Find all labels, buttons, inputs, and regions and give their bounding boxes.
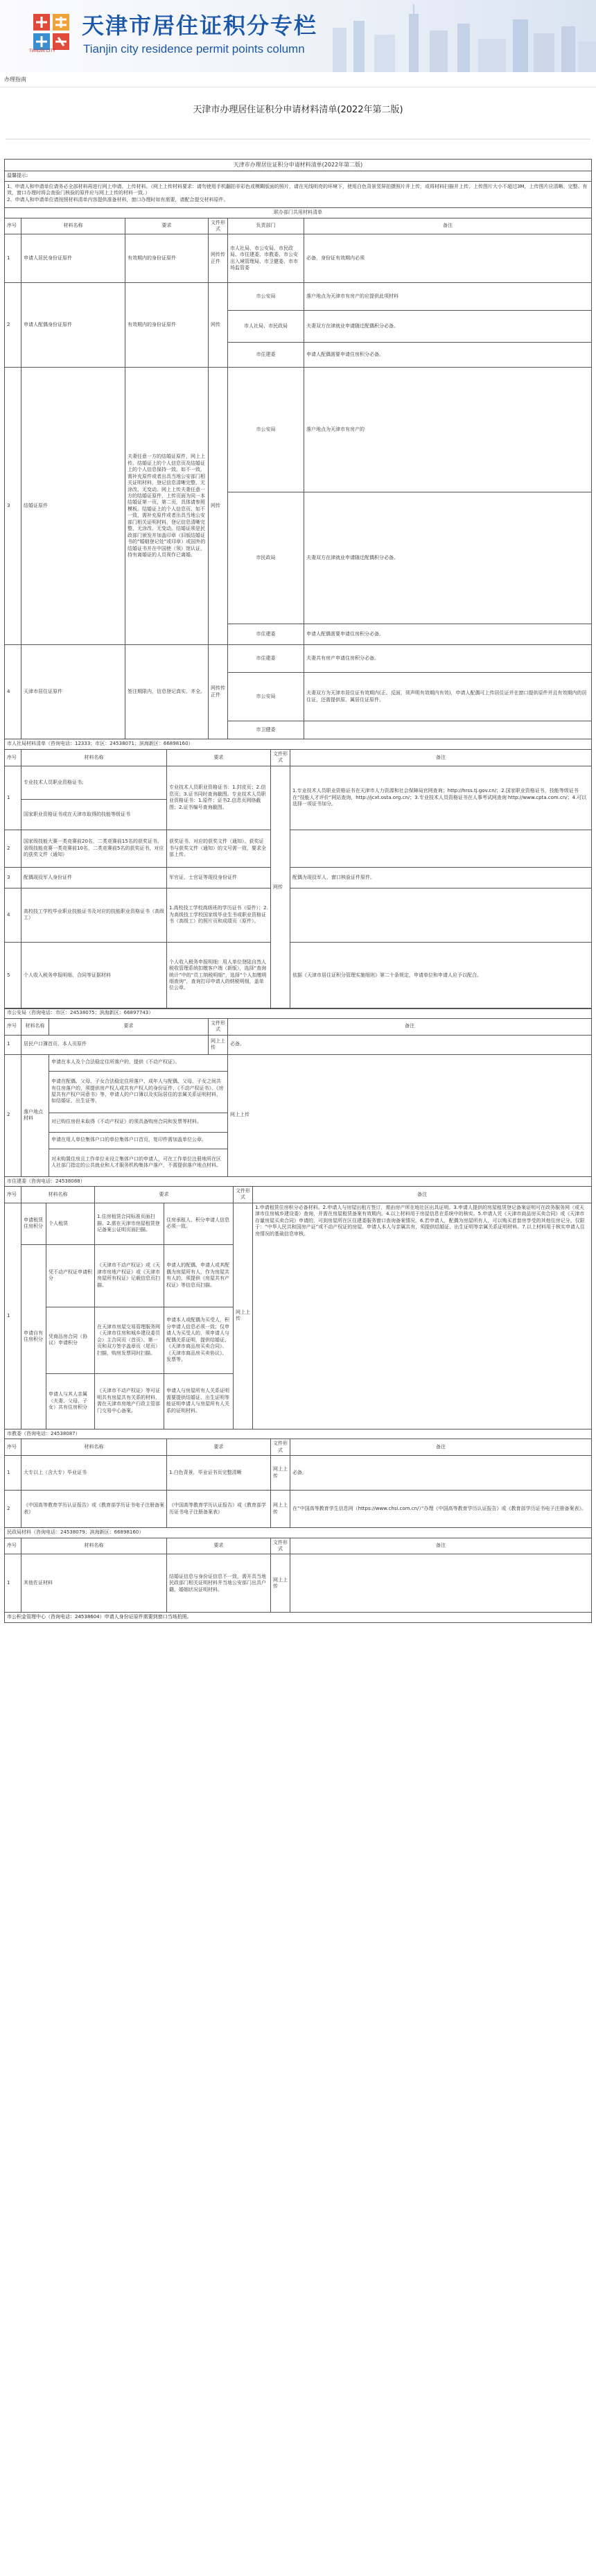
col-header: 文件形式 <box>271 1439 290 1456</box>
material-requirement: 在天津市房屋交易管理服务网（天津市住房和城乡建设委员会）主合同页（首页）、第一页和双方签字盖章页（尾页）扫描，购房发票同时扫描。 <box>95 1307 164 1373</box>
civil-table <box>4 1527 592 1623</box>
material-requirement: 申请在本人及个合法稳定住所落户的，提供《不动产权证》。 <box>49 1054 228 1071</box>
page-title: 天津市办理居住证积分申请材料清单(2022年第二版) <box>193 105 403 115</box>
material-name: 配偶现役军人身份证件 <box>21 867 167 888</box>
department: 市卫健委 <box>228 721 304 739</box>
remark: 必备。 <box>228 1035 592 1054</box>
material-requirement: 个人收入税务申报明细：用人单位登陆自然人税收管理系统扣缴客户端（新版），选择“查询统计”中的“员工纳税明细”，选择“个人扣缴明细查询”，查询打印申请人的纳税明细，盖单位公章。 <box>167 942 271 1008</box>
file-form: 网传 <box>209 283 228 368</box>
col-header: 文件形式 <box>234 1186 253 1203</box>
row-number: 1 <box>5 1456 21 1491</box>
row-number: 4 <box>5 888 21 942</box>
material-name: 申请人配偶身份证原件 <box>21 283 125 368</box>
material-name: 大专以上（含大专）毕业证书 <box>21 1456 167 1491</box>
material-requirement: 申请人的配偶、申请人或其配偶为房屋所有人，作为房屋共有人的，须提供《房屋共有产权证》等信息页扫描。 <box>164 1244 234 1307</box>
department: 市住建委 <box>228 645 304 673</box>
notice-box <box>5 181 592 207</box>
material-requirement: 住房承租人、积分申请人信息必须一致。 <box>164 1203 234 1244</box>
col-header: 序号 <box>5 218 21 234</box>
section-title: 市教委（咨询电话：24538087） <box>5 1429 592 1439</box>
footer-note: 市公积金管理中心（咨询电话：24538604）申请人身份证原件需要到窗口当场拍照。 <box>5 1613 592 1622</box>
edu-table <box>4 1429 592 1528</box>
remark: 申请人配偶需要申请住房积分必备。 <box>304 624 592 645</box>
col-header: 备注 <box>290 749 592 766</box>
row-number: 3 <box>5 368 21 645</box>
department: 市公安局 <box>228 283 304 311</box>
row-number: 4 <box>5 645 21 739</box>
material-requirement: 《天津市不动产权证》或《天津市房地产权证》或《天津市房屋所有权证》记载信息页扫描。 <box>95 1244 164 1307</box>
table-row <box>5 283 592 311</box>
material-requirement: 申请在用人单位集体户口的单位集体户口首页，复印件需加盖单位公章。 <box>49 1132 228 1149</box>
site-title: 天津市居住证积分专栏 <box>82 12 318 39</box>
remark <box>290 1554 592 1613</box>
col-header: 要求 <box>167 1538 271 1554</box>
hrss-table <box>4 739 592 1008</box>
material-requirement: 1.白色背景，毕业证书页完整清晰 <box>167 1456 271 1491</box>
col-header: 备注 <box>290 1538 592 1554</box>
material-requirement: 申请在配偶、父母、子女合法稳定住所落户、成年人与配偶、父母、子女之间共有住房落户的，须提供房产权人或共有产权人的身份证件、《不动产权证书》、《房屋共有产权户同意书》等，申请人的户口簿以及实际居住的亲属关系证明材料，如结婚证、出生证等。 <box>49 1071 228 1113</box>
department: 市公安局 <box>228 673 304 721</box>
col-header: 要求 <box>95 1186 234 1203</box>
row-number: 2 <box>5 283 21 368</box>
file-form: 网传传正件 <box>209 645 228 739</box>
notice-line: 1、申请人和申请单位请务必全部材料再进行网上申请、上传材料。（网上上传材料要求：请勿使用手机翻拍非彩色或模糊版面的照片，请在光线明亮的环境下，使用白色背景竖屏拍摄照片并上传，或将材料扫描并上传，上传图片大小不超过3M，上传图片应清晰、完整、有效，窗口办理时将会查验门核验的原件应与网上上传的材料一致。） <box>7 183 588 196</box>
col-header: 文件形式 <box>271 1538 290 1554</box>
col-header: 要求 <box>49 1018 209 1035</box>
row-number: 2 <box>5 1491 21 1528</box>
section-title: 民政局材料（咨询电话：24538079；滨海新区：66898160） <box>5 1528 592 1538</box>
col-header: 文件形式 <box>209 1018 228 1035</box>
col-header: 要求 <box>167 1439 271 1456</box>
row-number: 2 <box>5 1054 21 1176</box>
remark: 落户地点为天津市有房产的应提供此项材料 <box>304 283 592 311</box>
material-requirement: 《天津市不动产权证》等可证明共有房屋共有关系的材料，需在天津市房地产行政主管部门交易中心备案。 <box>95 1373 164 1429</box>
material-requirement: 夫妻任意一方的结婚证原件，网上上传。结婚证上的个人信息页及结婚证上的个人信息保持一致。如不一致，需补充原件或者出具当地公安部门相关证明材料，登记信息清晰完整、无涂改、无变动。网上上传夫妻任意一方的结婚证原件，上传页面为同一本结婚证第一页、第二页，具体请参照模板。结婚证上的个人信息页、如不一致，需补充原件或者出具当地公安部门相关证明材料，登记信息清晰完整、无涂改、无变动。结婚证须是民政部门颁发并加盖印章（旧版结婚证书的“婚姻登记处”或印章）或国外的结婚证书并在中国使（领）馆认证，持有离婚证的人员视作已离婚。 <box>125 368 209 645</box>
row-number: 1 <box>5 1035 21 1054</box>
file-form: 网上上传 <box>209 1035 228 1054</box>
department: 市人社局、市公安局、市民政局、市住建委、市教委、市公安出入境管理局、市卫健委、市市场监管委 <box>228 234 304 283</box>
material-name: 凭商品房合同（协议）申请积分 <box>46 1307 95 1373</box>
material-name: 专业技术人员职业资格证书; <box>21 766 167 799</box>
material-name: 其他佐证材料 <box>21 1554 167 1613</box>
table-row <box>5 1554 592 1613</box>
table-row <box>5 1054 592 1071</box>
site-banner <box>0 0 596 72</box>
table-row <box>5 1035 592 1054</box>
file-form: 网上上传 <box>234 1203 253 1429</box>
materials-table <box>4 159 592 740</box>
logo-text: TIANJIN CITY <box>29 49 56 53</box>
remark: 在“中国高等教育学生信息网（https://www.chsi.com.cn/）”办理《中国高等教育学历认证报告》或《教育部学历证书电子注册备案表》。 <box>290 1491 592 1528</box>
material-name: 天津市居住证原件 <box>21 645 125 739</box>
row-number: 2 <box>5 830 21 867</box>
table-row <box>5 1456 592 1491</box>
remark <box>304 721 592 739</box>
breadcrumb[interactable] <box>0 72 596 87</box>
remark: 落户地点为天津市有房产的 <box>304 368 592 492</box>
material-requirement: 申请人与房屋所有人关系证明需要提供结婚证、出生证明等能证明申请人与房屋所有人关系的证明材料。 <box>164 1373 234 1429</box>
notice-label: 温馨提示: <box>5 171 592 181</box>
material-name: 申请人居民身份证原件 <box>21 234 125 283</box>
housing-group: 申请自有住房积分 <box>21 1244 46 1429</box>
remark: 1.申请租赁住房积分必备材料。2.申请人与房屋出租方签订，需由房产所在地社区出具证明。3.申请人提供的房屋租赁登记备案证明可在政务服务网（或天津市住房城乡建设委）查询，并需在房屋租赁备案有效期内。4.以上材料用于房屋信息在系统中的核实。5.申请人凭《天津市商品房买卖合同》或《天津市存量房屋买卖合同》申请的，可到房屋所在区住建委服务窗口查询备案情况。6.若申请人，配偶为房屋所有人，可以购买首套房享受的其他住房记分。仅限于：“中华人民共和国房产证”或不动产权证的房屋。申请人本人与亲属共有，须提供结婚证、出生证明等亲属关系证明材料。7.以上材料用于核实申请人住房情况的基础信息审核。 <box>253 1203 592 1429</box>
col-header: 序号 <box>5 1439 21 1456</box>
tianjin-logo-icon <box>29 10 73 54</box>
col-header: 负责部门 <box>228 218 304 234</box>
material-name: 落户地点材料 <box>21 1054 49 1176</box>
remark <box>290 888 592 942</box>
col-header: 材料名称 <box>21 1439 167 1456</box>
city-skyline-graphic <box>305 0 596 72</box>
list-title: 天津市办理居住证积分申请材料清单(2022年第二版) <box>5 159 592 171</box>
material-requirement: 专业技术人员职业资格证书：1.封皮页；2.信息页；3.证书同时查询截图。专业技术人员职业资格证书：1.原件；证书2.信息页网络截图；2.证书编号查询截图。 <box>167 766 271 830</box>
col-header: 材料名称 <box>21 749 167 766</box>
col-header: 材料名称 <box>21 1186 95 1203</box>
material-name: 个人收入税务申报明细、合同等证据材料 <box>21 942 167 1008</box>
police-table <box>4 1008 592 1176</box>
material-name: 申请人与其人亲属（夫妻、父母、子女）共有住房积分 <box>46 1373 95 1429</box>
material-requirement: 《中国高等教育学历认证报告》或《教育部学历证书电子注册备案表》 <box>167 1491 271 1528</box>
remark: 1.专业技术人员职业资格证书在天津市人力资源和社会保障局官网查询；http://hrss.tj.gov.cn/；2.国家职业资格证书，技能等级证书在“技能人才评价”网站查询，http://jcxt.osta.org.cn/；3.专业技术人员资格证书在人事考试网查询 http://www.cpta.com.cn/；4.可以选择一项证书加分。 <box>290 766 592 830</box>
col-header: 要求 <box>167 749 271 766</box>
table-row <box>5 368 592 492</box>
file-form: 网传传正件 <box>209 234 228 283</box>
material-requirement: 结婚证信息与身份证信息不一致，需开具当地民政部门相关证明材料并当地公安部门出具户籍、婚姻状况证明材料。 <box>167 1554 271 1613</box>
remark: 申请人配偶需要申请住房积分必备。 <box>304 343 592 368</box>
col-header: 文件形式 <box>209 218 228 234</box>
remark: 依据《天津市居住证积分管理实施细则》第二十条规定，申请单位和申请人应予以配合。 <box>290 942 592 1008</box>
file-form: 网上上传 <box>271 1456 290 1491</box>
remark: 必备。 <box>290 1456 592 1491</box>
col-header: 序号 <box>5 1538 21 1554</box>
table-row <box>5 830 592 867</box>
file-form: 网传 <box>271 766 290 1008</box>
table-row <box>5 942 592 1008</box>
material-requirement: 有效期内的身份证原件 <box>125 283 209 368</box>
row-number: 1 <box>5 1554 21 1613</box>
department: 市公安局 <box>228 368 304 492</box>
site-title-en: Tianjin city residence permit points column <box>83 42 305 55</box>
col-header: 序号 <box>5 1018 21 1035</box>
remark: 夫妻双方在津就业申请随迁配偶积分必备。 <box>304 311 592 343</box>
remark: 夫妻双方在津就业申请随迁配偶积分必备。 <box>304 492 592 624</box>
notice-line: 2、申请人和申请单位请按照材料清单内容提供准备材料，窗口办理时如有需要，请配合提交材料原件。 <box>7 196 229 203</box>
col-header: 序号 <box>5 749 21 766</box>
remark: 夫妻共有房产申请住房积分必备。 <box>304 645 592 673</box>
col-header: 备注 <box>290 1439 592 1456</box>
material-requirement: 签注期限内，信息登记真实、齐全。 <box>125 645 209 739</box>
table-row <box>5 1491 592 1528</box>
remark: 配偶为现役军人，窗口核验证件原件。 <box>290 867 592 888</box>
col-header: 备注 <box>253 1186 592 1203</box>
material-requirement: 对已购住房但未取得《不动产权证》的须具备购房合同和发票等材料。 <box>49 1113 228 1132</box>
table-row <box>5 234 592 283</box>
material-requirement: 1.住房租赁合同标准页面扫描。2.需在天津市房屋租赁登记备案公证明页面扫描。 <box>95 1203 164 1244</box>
col-header: 序号 <box>5 1186 21 1203</box>
department: 市住建委 <box>228 343 304 368</box>
breadcrumb-item[interactable]: 办理指南 <box>4 76 26 83</box>
section-title: 市公安局（咨询电话：市区：24538075；滨海新区：66897743） <box>5 1008 592 1018</box>
file-form: 网上上传 <box>271 1554 290 1613</box>
remark: 必备，身份证有效期内必须 <box>304 234 592 283</box>
department: 市住建委 <box>228 624 304 645</box>
material-name: 《中国高等教育学历认证报告》或《教育部学历证书电子注册备案表》 <box>21 1491 167 1528</box>
table-row <box>5 867 592 888</box>
material-name: 凭不动产权证申请积分 <box>46 1244 95 1307</box>
col-header: 备注 <box>228 1018 592 1035</box>
col-header: 备注 <box>304 218 592 234</box>
section-title: 联办部门共用材料清单 <box>5 208 592 218</box>
row-number: 1 <box>5 766 21 830</box>
row-number: 3 <box>5 867 21 888</box>
col-header: 材料名称 <box>21 218 125 234</box>
housing-group: 申请租赁住房积分 <box>21 1203 46 1244</box>
col-header: 要求 <box>125 218 209 234</box>
col-header: 文件形式 <box>271 749 290 766</box>
table-row <box>5 766 592 799</box>
department: 市人社局、市民政局 <box>228 311 304 343</box>
file-form: 网上上传 <box>271 1491 290 1528</box>
material-name: 结婚证原件 <box>21 368 125 645</box>
table-row: 1 申请租赁住房积分 个人租赁 1.住房租赁合同标准页面扫描。2.需在天津市房屋租赁登记备案公证明页面扫描。 住房承租人、积分申请人信息必须一致。 网上上传 1.申请租赁住房积分必备材料。2.申请人与房屋出租方签订，需由房产所在地社区出具证明。3.申请人提供的房屋租赁登记备案证明可在政务服务网（或天津市住房城乡建设委）查询，并需在房屋租赁备案有效期内。4.以上材料用于房屋信息在系统中的核实。5.申请人凭《天津市商品房买卖合同》或《天津市存量房屋买卖合同》申请的，可到房屋所在区住建委服务窗口查询备案情况。6.若申请人，配偶为房屋所有人，可以购买首套房享受的其他住房记分。仅限于：“中华人民共和国房产证”或不动产权证的房屋。申请人本人与亲属共有，须提供结婚证、出生证明等亲属关系证明材料。7.以上材料用于核实申请人住房情况的基础信息审核。 <box>5 1203 592 1244</box>
file-form: 网上上传 <box>228 1054 592 1176</box>
material-requirement: 1.高校技工学校高级班的学历证书（原件）；2.为高级技工学校国家级毕业生书或职业资格证书（高级工）的照片页和成绩页（原件）。 <box>167 888 271 942</box>
row-number: 1 <box>5 234 21 283</box>
materials-list <box>0 159 596 1623</box>
material-name: 国家级技能大赛一类竞赛前20名，二类竞赛前15名的获奖证书。省级技能竞赛一类竞赛前10名，二类竞赛前5名的获奖证书，对应的获奖文件（通知） <box>21 830 167 867</box>
material-requirement: 申请本人或配偶为买受人，积分申请人信息必须一致；仅申请人为买受人的，须申请人与配偶关系证明，提供结婚证、《天津市商品房买卖合同》、《天津市商品房买卖协议》、发票等。 <box>164 1307 234 1373</box>
remark: 夫妻双方为天津市居住证有效期内(正、反面，须声明有效期内有效)，申请人配偶可上传居住证并在窗口提供原件并且有效期内的居住证，还需提供原、属居住证原件。 <box>304 673 592 721</box>
housing-table <box>4 1176 592 1429</box>
col-header: 材料名称 <box>21 1538 167 1554</box>
material-requirement: 对未购置住房且工作单位未设立集体户口的申请人，可在工作单位注册地所在区人社部门指定的公共就业和人才服务机构集体户落户，不需提供落户地点材料。 <box>49 1149 228 1176</box>
material-requirement: 军官证、士官证等现役身份证件 <box>167 867 271 888</box>
section-title: 市住建委（咨询电话：24538088） <box>5 1176 592 1186</box>
department: 市民政局 <box>228 492 304 624</box>
material-name: 国家职业资格证书或在天津市取得的技能等级证书 <box>21 799 167 830</box>
file-form: 网传 <box>209 368 228 645</box>
material-requirement: 获奖证书、对应的获奖文件（通知）。获奖证书与获奖文件（通知）的文号需一致，要求全部上传。 <box>167 830 271 867</box>
material-requirement: 有效期内的身份证原件 <box>125 234 209 283</box>
row-number: 5 <box>5 942 21 1008</box>
material-name: 高校技工学校毕业职业技能证书及对应的技能职业资格证书（高级工） <box>21 888 167 942</box>
material-name: 个人租赁 <box>46 1203 95 1244</box>
col-header: 材料名称 <box>21 1018 49 1035</box>
remark <box>290 830 592 867</box>
table-row <box>5 888 592 942</box>
material-name: 居民户口簿首页、本人页原件 <box>21 1035 209 1054</box>
table-row <box>5 645 592 673</box>
section-title: 市人社局材料清单（咨询电话：12333；市区：24538071；滨海新区：66898160） <box>5 739 592 749</box>
